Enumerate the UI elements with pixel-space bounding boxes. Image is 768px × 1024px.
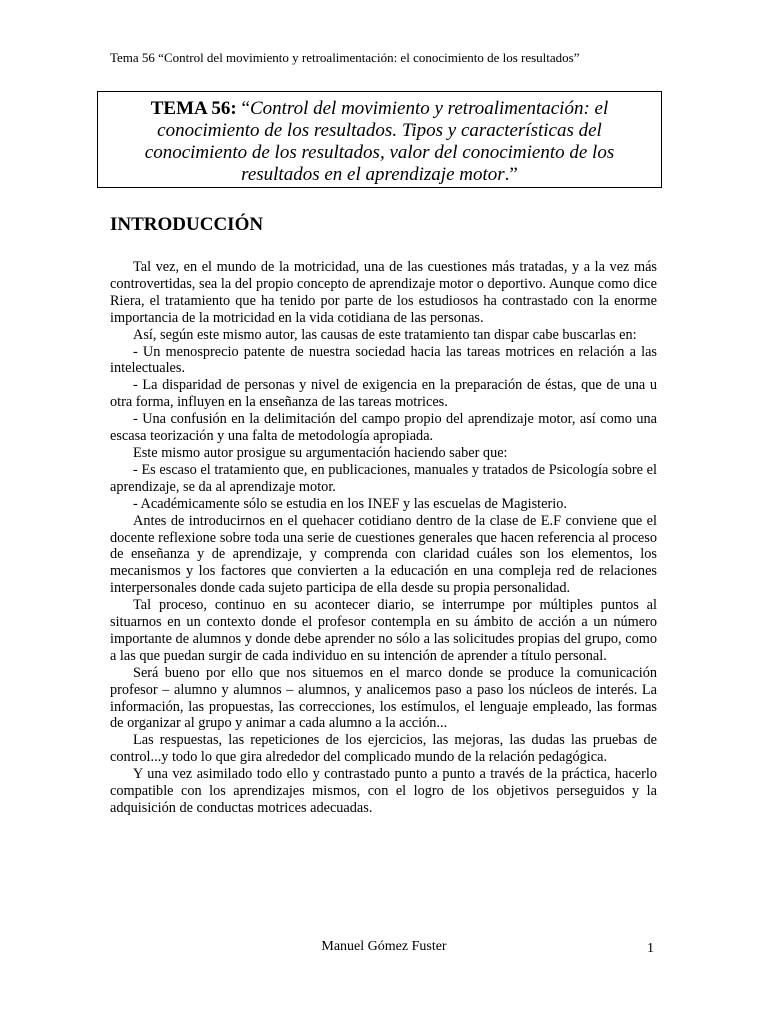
body-text — [110, 259, 657, 817]
title-close-quote: .” — [504, 164, 518, 185]
paragraph: Tal proceso, continuo en su acontecer diario, se interrumpe por múltiples puntos al situarnos en un contexto donde el profesor contempla en su ámbito de acción a un número importante de alumnos y donde debe aprender no sólo a las solicitudes propias del grupo, como a las que puedan surgir de cada individuo en su intención de aprender a título personal. — [110, 597, 657, 664]
paragraph: Antes de introducirnos en el quehacer cotidiano dentro de la clase de E.F conviene que el docente reflexione sobre toda una serie de cuestiones generales que hacen referencia al proceso de enseñanza y de aprendizaje, y comprenda con claridad cuáles son los elementos, los mecanismos y los factores que convierten a la educación en una compleja red de relaciones interpersonales donde cada sujeto participa de ella desde su propia personalidad. — [110, 512, 657, 597]
footer-author: Manuel Gómez Fuster — [321, 939, 447, 954]
list-item: - La disparidad de personas y nivel de exigencia en la preparación de éstas, que de una u otra forma, influyen en la enseñanza de las tareas motrices. — [110, 377, 657, 411]
paragraph: Las respuestas, las repeticiones de los ejercicios, las mejoras, las dudas las pruebas de control...y todo lo que gira alrededor del complicado mundo de la relación pedagógica. — [110, 732, 657, 766]
list-item: - Un menosprecio patente de nuestra sociedad hacia las tareas motrices en relación a las intelectuales. — [110, 343, 657, 377]
page-number: 1 — [647, 941, 654, 956]
list-item: - Una confusión en la delimitación del campo propio del aprendizaje motor, así como una escasa teorización y una falta de metodología apropiada. — [110, 411, 657, 445]
title-box — [97, 91, 662, 188]
paragraph: Tal vez, en el mundo de la motricidad, una de las cuestiones más tratadas, y a la vez más controvertidas, sea la del propio concepto de aprendizaje motor o deportivo. Aunque como dice Riera, el tratamiento que ha tenido por parte de los estudiosos ha contrastado con la enorme importancia de la motricidad en la vida cotidiana de las personas. — [110, 259, 657, 326]
paragraph: Este mismo autor prosigue su argumentación haciendo saber que: — [133, 444, 508, 461]
paragraph: Será bueno por ello que nos situemos en el marco donde se produce la comunicación profesor – alumno y alumnos – alumnos, y analicemos paso a paso los núcleos de interés. La información, las propuestas, las correcciones, los estímulos, el lenguaje empleado, las formas de organizar al grupo y animar a cada alumno a la acción... — [110, 664, 657, 732]
title-italic-text: Control del movimiento y retroalimentación: el conocimiento de los resultados. Tipos y características del conocimiento de los resultados, valor del conocimiento de los resultados en el aprendizaje motor — [144, 98, 615, 185]
list-item: - Académicamente sólo se estudia en los INEF y las escuelas de Magisterio. — [133, 495, 567, 512]
paragraph: Y una vez asimilado todo ello y contrastado punto a punto a través de la práctica, hacerlo compatible con los aprendizajes mismos, con el logro de los objetivos perseguidos y la adquisición de conductas motrices adecuadas. — [110, 766, 657, 816]
title-open-quote: “ — [236, 98, 250, 119]
section-heading: INTRODUCCIÓN — [110, 214, 264, 235]
paragraph: Así, según este mismo autor, las causas de este tratamiento tan dispar cabe buscarlas en: — [133, 326, 637, 343]
running-header: Tema 56 “Control del movimiento y retroalimentación: el conocimiento de los resultados” — [110, 50, 580, 65]
list-item: - Es escaso el tratamiento que, en publicaciones, manuales y tratados de Psicología sobre el aprendizaje, se da al aprendizaje motor. — [110, 461, 657, 495]
title-lead: TEMA 56: — [150, 98, 237, 119]
